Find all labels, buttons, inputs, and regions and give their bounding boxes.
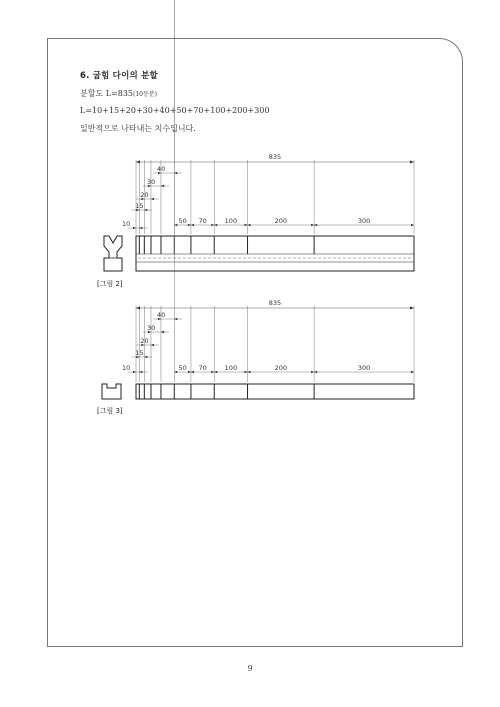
overall-arrow-right [410, 307, 414, 310]
figure-2-caption: [그림 2] [97, 280, 123, 288]
die-bar-outline [136, 384, 414, 399]
split-text: 분할도 L=835 [80, 89, 134, 98]
segment-arrow [161, 331, 164, 333]
segment-dimension-label: 30 [146, 178, 156, 186]
segment-dimension-label: 40 [156, 311, 166, 319]
overall-dimension-label: 835 [268, 153, 282, 161]
segment-arrow [174, 371, 177, 373]
segment-arrow [191, 371, 194, 373]
segment-arrow [174, 318, 177, 320]
segment-arrow [245, 371, 248, 373]
segment-dimension-label: 70 [198, 364, 207, 372]
segment-dimension-label: 100 [224, 364, 238, 372]
segment-dimension-label: 70 [198, 217, 207, 225]
figure-3-caption: [그림 3] [97, 407, 123, 415]
segment-dimension-label: 10 [122, 364, 131, 372]
segment-dimension-label: 50 [178, 217, 187, 225]
segment-arrow [133, 371, 136, 373]
segment-dimension-label: 200 [274, 364, 288, 372]
segment-dimension-label: 30 [146, 324, 156, 332]
segment-arrow [139, 371, 142, 373]
segment-dimension-label: 200 [274, 217, 288, 225]
segment-dimension-label: 300 [357, 364, 371, 372]
segment-arrow [311, 371, 314, 373]
segment-dimension-label: 20 [140, 191, 149, 199]
overall-arrow-left [136, 307, 140, 310]
segment-arrow [411, 371, 414, 373]
segment-arrow [211, 371, 214, 373]
overall-dimension-label: 835 [268, 299, 282, 307]
segment-dimension-label: 40 [156, 165, 166, 173]
segment-arrow [214, 371, 217, 373]
segment-dimension-label: 300 [357, 217, 371, 225]
die-profile-icon [102, 384, 121, 399]
segment-dimension-label: 15 [135, 202, 144, 210]
page-number: 9 [247, 664, 253, 673]
segment-arrow [188, 371, 191, 373]
segment-dimension-label: 15 [135, 349, 144, 357]
segment-arrow [144, 356, 147, 358]
note-line: 일반적으로 나타내는 치수입니다. [80, 124, 196, 133]
formula-line: L=10+15+20+30+40+50+70+100+200+300 [80, 106, 270, 115]
segment-arrow [248, 371, 251, 373]
segment-arrow [151, 344, 154, 346]
section-heading: 6. 굽힘 다이의 분할 [80, 71, 158, 81]
segment-arrow [314, 371, 317, 373]
segment-dimension-label: 20 [140, 337, 149, 345]
segment-dimension-label: 50 [178, 364, 187, 372]
segment-dimension-label: 10 [122, 220, 131, 228]
split-note: (10등분) [133, 91, 157, 98]
segment-dimension-label: 100 [224, 217, 238, 225]
